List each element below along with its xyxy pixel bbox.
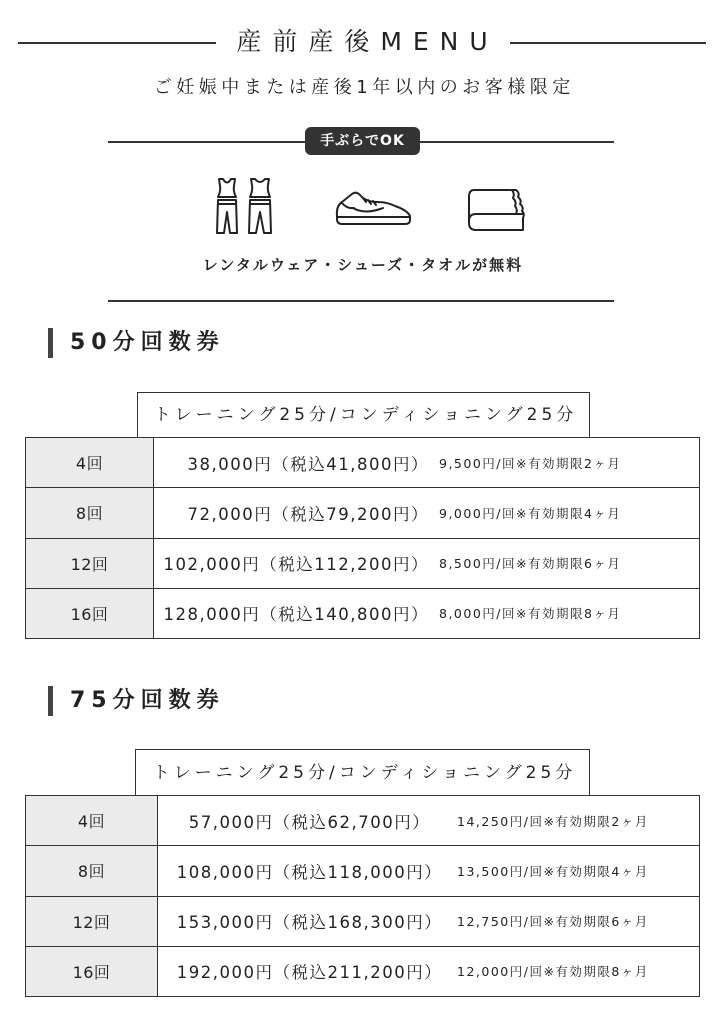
price: 38,000円（税込41,800円） <box>187 454 429 474</box>
price: 57,000円（税込62,700円） <box>188 812 431 832</box>
sportswear-icon <box>213 177 277 235</box>
table-row <box>26 947 699 996</box>
page-title: 産前産後MENU <box>236 27 499 56</box>
price-note: 12,000円/回※有効期限8ヶ月 <box>457 964 649 980</box>
price-note: 8,000円/回※有効期限8ヶ月 <box>439 606 622 622</box>
section-heading: 50分回数券 <box>70 330 225 355</box>
price-note: 8,500円/回※有効期限6ヶ月 <box>439 556 622 572</box>
price-cell <box>154 438 699 487</box>
table-row <box>26 796 699 846</box>
section-heading-bar <box>48 328 53 358</box>
sneaker-icon <box>333 186 413 228</box>
free-rental-bottom-rule <box>108 300 614 302</box>
course-tab: トレーニング25分/コンディショニング25分 <box>137 392 590 439</box>
price-note: 12,750円/回※有効期限6ヶ月 <box>457 914 649 930</box>
table-row <box>26 846 699 896</box>
price: 153,000円（税込168,300円） <box>176 913 443 933</box>
session-count: 8回 <box>26 488 154 537</box>
free-rental-text: レンタルウェア・シューズ・タオルが無料 <box>202 256 524 274</box>
session-count: 16回 <box>26 947 158 996</box>
price-table <box>25 437 700 639</box>
price-note: 14,250円/回※有効期限2ヶ月 <box>457 813 649 829</box>
session-count: 4回 <box>26 796 158 845</box>
price-cell <box>158 846 699 895</box>
price-cell <box>154 488 699 537</box>
price: 72,000円（税込79,200円） <box>187 504 429 524</box>
table-row <box>26 438 699 488</box>
price: 192,000円（税込211,200円） <box>176 963 443 983</box>
price-cell <box>158 897 699 946</box>
page-subtitle: ご妊娠中または産後1年以内のお客様限定 <box>153 77 575 98</box>
price-cell <box>158 796 699 845</box>
towel-icon <box>466 184 528 236</box>
session-count: 12回 <box>26 897 158 946</box>
table-row <box>26 897 699 947</box>
session-count: 16回 <box>26 589 154 638</box>
price-cell <box>158 947 699 996</box>
section-heading-bar <box>48 686 53 716</box>
price: 108,000円（税込118,000円） <box>176 862 443 882</box>
price-note: 13,500円/回※有効期限4ヶ月 <box>457 863 649 879</box>
course-tab: トレーニング25分/コンディショニング25分 <box>135 749 590 797</box>
price-table <box>25 795 700 997</box>
price: 102,000円（税込112,200円） <box>163 555 429 575</box>
price-note: 9,000円/回※有効期限4ヶ月 <box>439 505 622 521</box>
title-divider-right <box>510 42 706 44</box>
session-count: 8回 <box>26 846 158 895</box>
price-note: 9,500円/回※有効期限2ヶ月 <box>439 455 622 471</box>
price-cell <box>154 589 699 638</box>
session-count: 4回 <box>26 438 154 487</box>
price-cell <box>154 539 699 588</box>
price: 128,000円（税込140,800円） <box>163 605 429 625</box>
section-heading: 75分回数券 <box>70 688 225 713</box>
session-count: 12回 <box>26 539 154 588</box>
table-row <box>26 488 699 538</box>
free-rental-badge: 手ぶらでOK <box>305 127 420 155</box>
table-row <box>26 589 699 638</box>
table-row <box>26 539 699 589</box>
